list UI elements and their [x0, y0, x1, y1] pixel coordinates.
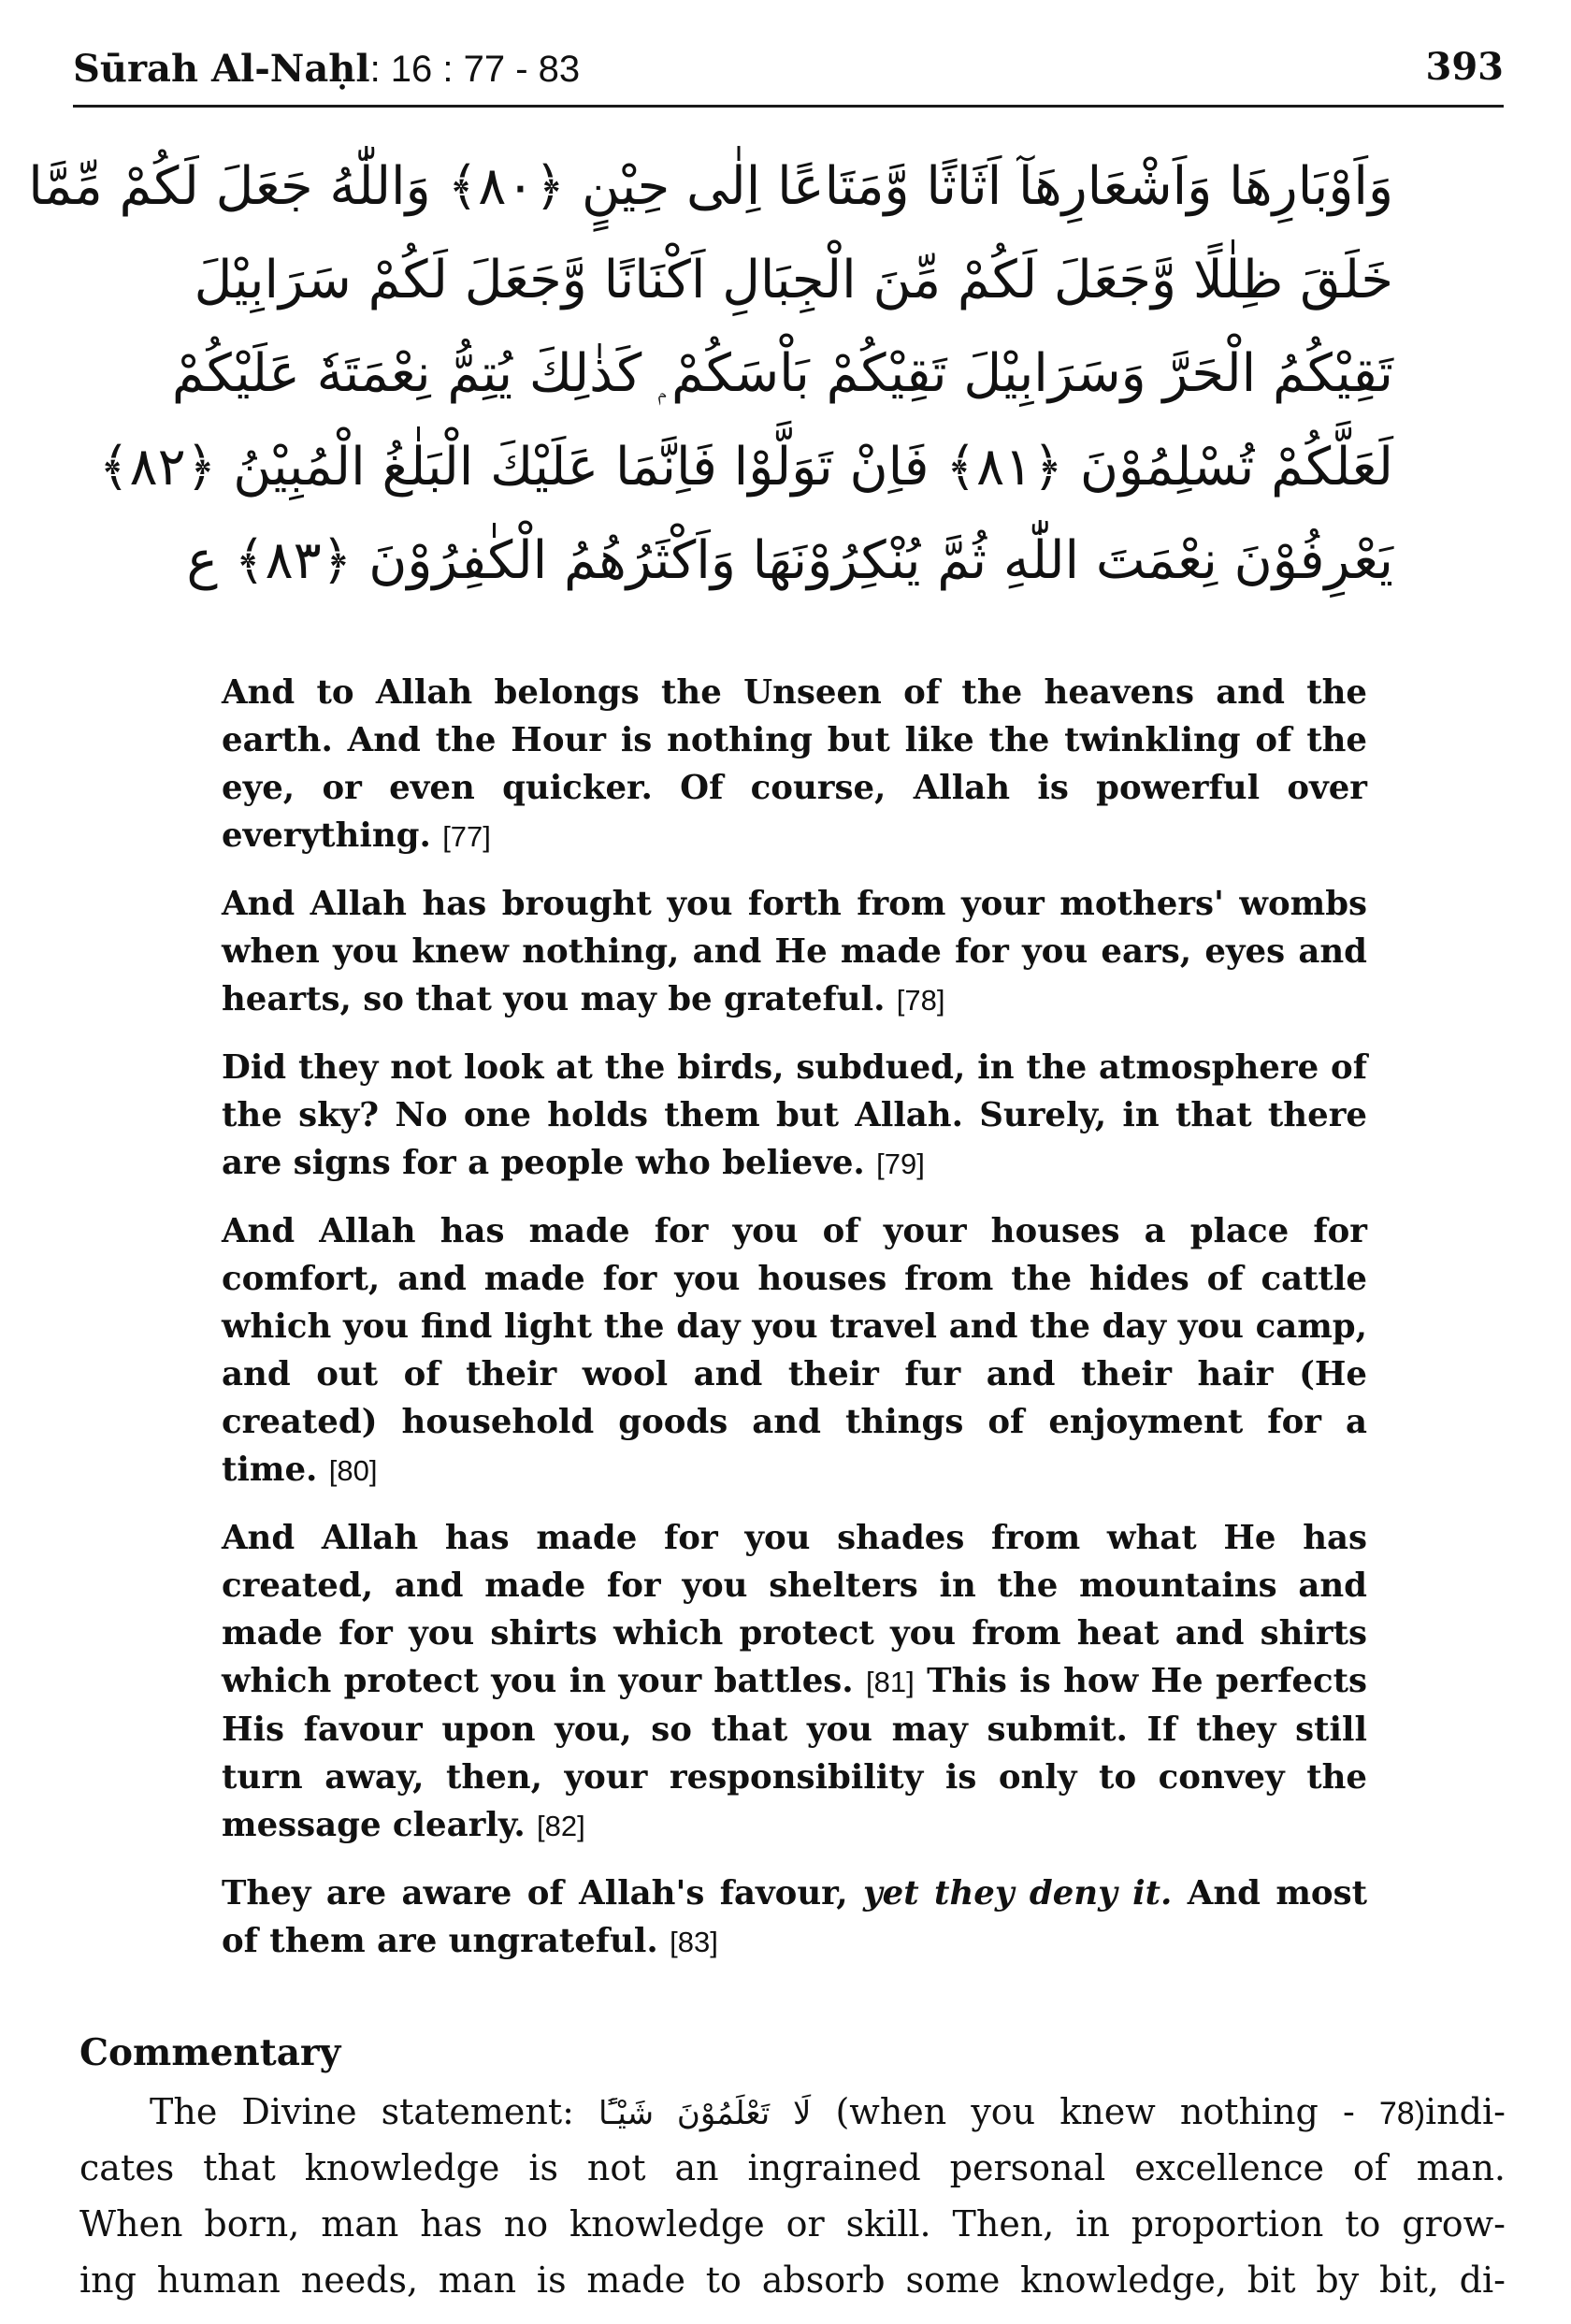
translation-block — [222, 669, 1367, 1985]
header-title — [73, 47, 580, 91]
running-header — [73, 39, 1504, 105]
commentary-heading: Commentary — [79, 2031, 341, 2074]
verse-number: [79] — [876, 1148, 925, 1180]
verse-number: [77] — [442, 820, 491, 853]
arabic-text-block — [28, 140, 1393, 608]
verse-text: This is how He perfects His favour upon you, so that you may submit. If they still turn away, then, your responsibility is only to convey the message clearly. — [222, 1662, 1367, 1844]
header-rule — [73, 105, 1504, 108]
verse-text: And most of them are ungrateful. — [222, 1874, 1367, 1960]
arabic-line: تَقِيْكُمُ الْحَرَّ وَسَرَابِيْلَ تَقِيْكُمْ بَاْسَكُمْ ۭ كَذٰلِكَ يُتِمُّ نِعْمَتَهٗ عَلَيْكُمْ — [171, 343, 1393, 404]
verse-number: [81] — [866, 1666, 915, 1698]
verse-translation — [222, 880, 1367, 1024]
arabic-line: يَعْرِفُوْنَ نِعْمَتَ اللّٰهِ ثُمَّ يُنْكِرُوْنَهَا وَاَكْثَرُهُمُ الْكٰفِرُوْنَ ﴿٨٣﴾ ع — [186, 530, 1393, 591]
commentary-line: ing human needs, man is made to absorb some knowledge, bit by bit, di- — [79, 2259, 1506, 2301]
verse-number: [83] — [670, 1926, 718, 1958]
commentary-text: indi- — [1425, 2091, 1506, 2132]
commentary-text: (when you knew nothing - — [835, 2091, 1355, 2132]
commentary-verse-ref: 78) — [1378, 2096, 1426, 2131]
verse-translation — [222, 1207, 1367, 1494]
commentary-body — [79, 2084, 1506, 2308]
verse-text-italic: yet they deny it. — [863, 1874, 1173, 1913]
surah-name: Sūrah Al-Naḥl — [73, 47, 370, 91]
verse-text: And to Allah belongs the Unseen of the heavens and the earth. And the Hour is nothing but like the twinkling of the eye, or even quicker. Of course, Allah is powerful over everything. — [222, 673, 1367, 855]
verse-translation — [222, 1044, 1367, 1188]
commentary-line: When born, man has no knowledge or skill. Then, in proportion to grow- — [79, 2203, 1506, 2245]
arabic-line: خَلَقَ ظِلٰلًا وَّجَعَلَ لَكُمْ مِّنَ الْجِبَالِ اَكْنَانًا وَّجَعَلَ لَكُمْ سَرَابِيْلَ — [194, 250, 1393, 310]
verse-range: : 16 : 77 - 83 — [369, 49, 581, 90]
verse-text: And Allah has brought you forth from your mothers' wombs when you knew nothing, and He made for you ears, eyes and hearts, so that you may be grateful. — [222, 885, 1367, 1018]
verse-text: Did they not look at the birds, subdued, in the atmosphere of the sky? No one holds them but Allah. Surely, in that there are signs for a people who believe. — [222, 1048, 1367, 1182]
verse-number: [78] — [896, 984, 945, 1017]
page-number: 393 — [1425, 45, 1504, 89]
arabic-line: وَاَوْبَارِهَا وَاَشْعَارِهَآ اَثَاثًا وَّمَتَاعًا اِلٰى حِيْنٍ ﴿٨٠﴾ وَاللّٰهُ جَعَلَ لَكُمْ مِّمَّا — [28, 156, 1393, 217]
arabic-line: لَعَلَّكُمْ تُسْلِمُوْنَ ﴿٨١﴾ فَاِنْ تَوَلَّوْا فَاِنَّمَا عَلَيْكَ الْبَلٰغُ الْمُبِيْنُ ﴿٨٢﴾ — [98, 437, 1393, 498]
commentary-line — [79, 2084, 1506, 2140]
verse-text: And Allah has made for you of your houses a place for comfort, and made for you houses from the hides of cattle which you find light the day you travel and the day you camp, and out of their wool and their fur and their hair (He created) household goods and things of enjoyment for a time. — [222, 1212, 1367, 1489]
verse-text: They are aware of Allah's favour, — [222, 1874, 848, 1913]
commentary-arabic-quote: لَا تَعْلَمُوْنَ شَيْـًٔا — [598, 2095, 812, 2132]
commentary-line: cates that knowledge is not an ingrained personal excellence of man. — [79, 2147, 1506, 2188]
verse-translation — [222, 669, 1367, 860]
verse-text: And Allah has made for you shades from what He has created, and made for you shelters in the mountains and made for you shirts which protect you from heat and shirts which protect you in your battles. — [222, 1519, 1367, 1700]
commentary-text: The Divine statement: — [150, 2091, 574, 2132]
verse-translation — [222, 1514, 1367, 1850]
verse-number: [80] — [328, 1454, 378, 1487]
verse-number: [82] — [537, 1810, 585, 1842]
verse-translation — [222, 1869, 1367, 1966]
